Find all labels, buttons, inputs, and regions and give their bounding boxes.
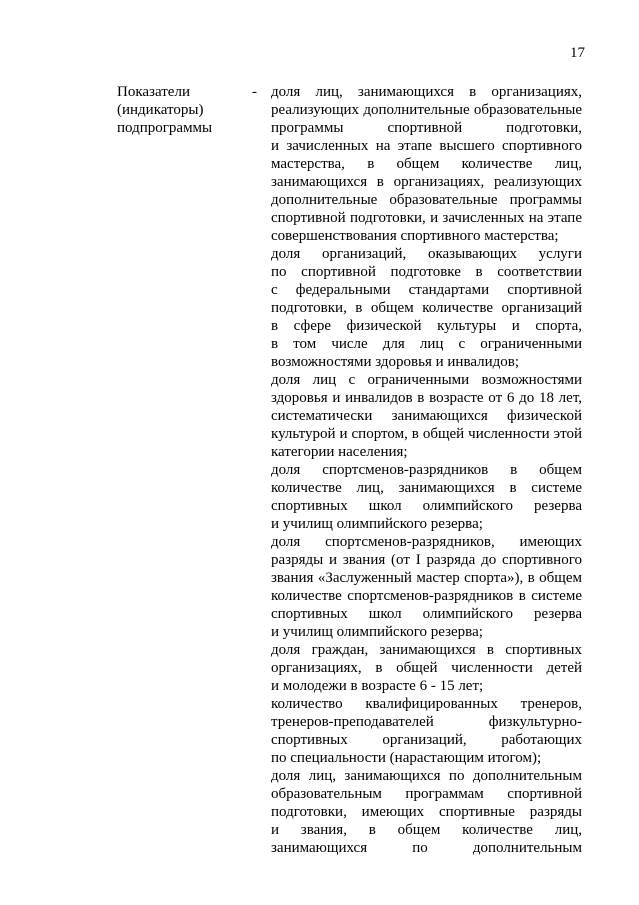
indicator-line: подготовки, в общем количестве организаций <box>271 300 582 316</box>
section-label-line: подпрограммы <box>117 120 213 136</box>
indicator-line: занимающихся в организациях, реализующих <box>271 174 582 190</box>
indicator-line: доля лиц, занимающихся по дополнительным <box>271 768 582 784</box>
indicator-item <box>271 641 582 695</box>
indicator-line: культурой и спортом, в общей численности этой <box>271 426 582 442</box>
section-label-line: (индикаторы) <box>117 102 204 118</box>
indicator-line: тренеров-преподавателей физкультурно- <box>271 714 582 730</box>
indicator-line: возможностями здоровья и инвалидов; <box>271 354 520 370</box>
indicator-line: образовательным программам спортивной <box>271 786 582 802</box>
section-label-line: Показатели <box>117 84 190 100</box>
indicator-line: организациях, в общей численности детей <box>271 660 582 676</box>
indicator-line: спортивных школ олимпийского резерва <box>271 606 582 622</box>
indicator-line: и училищ олимпийского резерва; <box>271 516 483 532</box>
indicator-line: и молодежи в возрасте 6 - 15 лет; <box>271 678 484 694</box>
indicator-line: совершенствования спортивного мастерства; <box>271 228 559 244</box>
indicator-line: занимающихся по дополнительным <box>271 840 582 856</box>
indicator-line: и училищ олимпийского резерва; <box>271 624 483 640</box>
list-dash: - <box>252 84 257 100</box>
indicator-line: категории населения; <box>271 444 408 460</box>
indicator-line: количество квалифицированных тренеров, <box>271 696 582 712</box>
page-number: 17 <box>570 45 585 61</box>
indicator-line: доля спортсменов-разрядников, имеющих <box>271 534 582 550</box>
indicator-line: и зачисленных на этапе высшего спортивного <box>271 138 582 154</box>
indicator-line: систематически занимающихся физической <box>271 408 582 424</box>
indicator-line: количестве лиц, занимающихся в системе <box>271 480 582 496</box>
indicator-line: спортивной подготовки, и зачисленных на этапе <box>271 210 582 226</box>
indicator-line: программы спортивной подготовки, <box>271 120 582 136</box>
indicator-line: реализующих дополнительные образовательные <box>271 102 582 118</box>
indicators-list <box>271 83 582 857</box>
indicator-item <box>271 371 582 461</box>
indicator-item <box>271 533 582 641</box>
indicator-line: подготовки, имеющих спортивные разряды <box>271 804 582 820</box>
indicator-line: и звания, в общем количестве лиц, <box>271 822 582 838</box>
indicator-line: по специальности (нарастающим итогом); <box>271 750 542 766</box>
indicator-line: доля спортсменов-разрядников в общем <box>271 462 582 478</box>
indicator-item <box>271 767 582 857</box>
indicator-line: количестве спортсменов-разрядников в системе <box>271 588 582 604</box>
indicator-line: дополнительные образовательные программы <box>271 192 582 208</box>
indicator-line: в том числе для лиц с ограниченными <box>271 336 582 352</box>
indicator-line: спортивных организаций, работающих <box>271 732 582 748</box>
indicator-line: доля лиц с ограниченными возможностями <box>271 372 582 388</box>
indicator-item <box>271 83 582 245</box>
indicator-line: доля граждан, занимающихся в спортивных <box>271 642 582 658</box>
indicator-line: по спортивной подготовке в соответствии <box>271 264 582 280</box>
indicator-item <box>271 245 582 371</box>
indicator-item <box>271 695 582 767</box>
indicator-line: разряды и звания (от I разряда до спортивного <box>271 552 582 568</box>
indicator-line: спортивных школ олимпийского резерва <box>271 498 582 514</box>
indicator-line: с федеральными стандартами спортивной <box>271 282 582 298</box>
section-label <box>117 83 257 137</box>
indicator-line: доля лиц, занимающихся в организациях, <box>271 84 582 100</box>
indicator-line: мастерства, в общем количестве лиц, <box>271 156 582 172</box>
indicator-line: доля организаций, оказывающих услуги <box>271 246 582 262</box>
indicator-line: здоровья и инвалидов в возрасте от 6 до 18 лет, <box>271 390 582 406</box>
indicator-line: звания «Заслуженный мастер спорта»), в общем <box>271 570 582 586</box>
indicator-line: в сфере физической культуры и спорта, <box>271 318 582 334</box>
indicator-item <box>271 461 582 533</box>
